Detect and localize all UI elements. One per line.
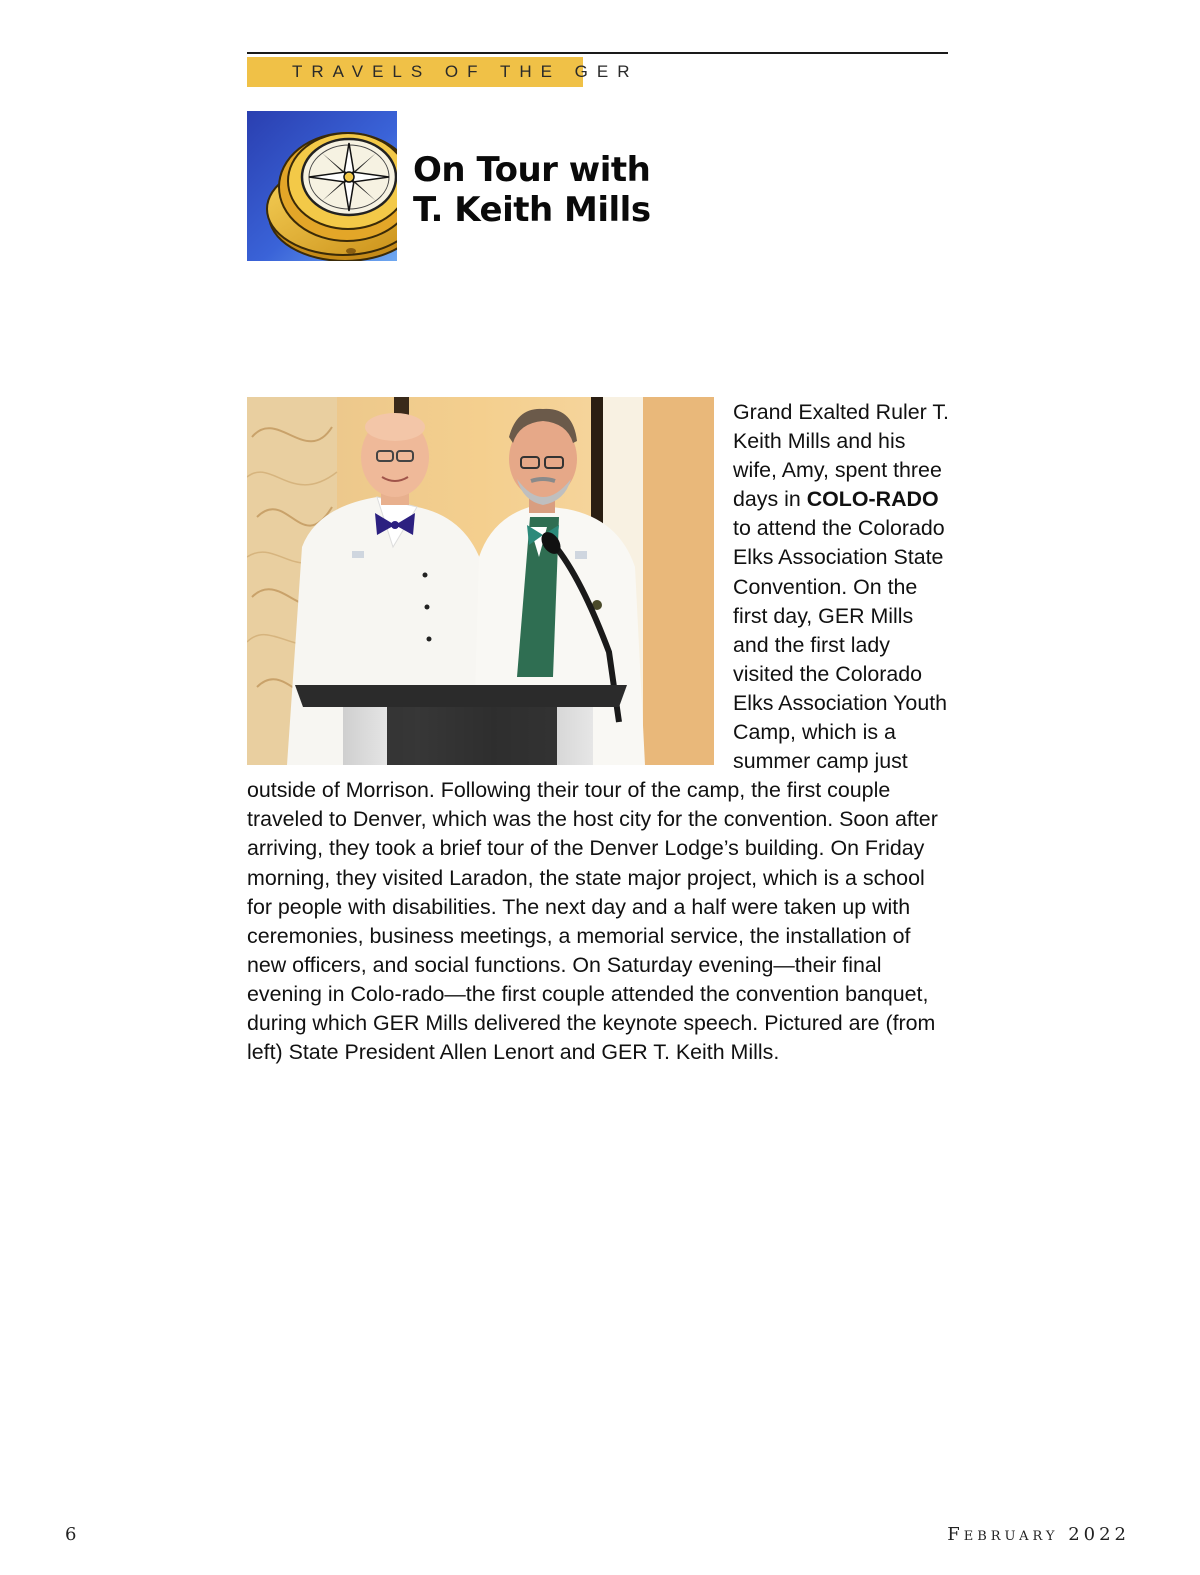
article-title-line-2: T. Keith Mills [413,190,651,230]
article-title-line-1: On Tour with [413,150,651,190]
compass-icon [247,111,397,261]
article-body-rest: to attend the Colorado Elks Association State Convention. On the first day, GER Mills and the first lady visited the Colorado Elks Association Youth Camp, which is a summer camp just outside of Morrison. Following their tour of the camp, the first couple traveled to Denver, which was the host city for the convention. Soon after arriving, they took a brief tour of the Denver Lodge’s building. On Friday morning, they visited Laradon, the state major project, which is a school for people with disabilities. The next day and a half were taken up with ceremonies, business meetings, a memorial service, the installation of new officers, and social functions. On Saturday evening—their final evening in Colo-rado—the first couple attended the convention banquet, during which GER Mills delivered the keynote speech. Pictured are (from left) State President Allen Lenort and GER T. Keith Mills. [247,516,948,1065]
page-number: 6 [65,1524,77,1545]
issue-date: February 2022 [947,1524,1130,1545]
photo-wrap-spacer [247,398,733,762]
top-rule [247,52,948,54]
article-title [413,150,651,230]
section-label: TRAVELS OF THE GER [247,57,583,87]
article-body [247,398,953,1067]
article-body-state: COLO-RADO [806,487,939,512]
article-body-intro: Grand Exalted Ruler T. Keith Mills and his wife, Amy, spent three days in [733,400,949,512]
